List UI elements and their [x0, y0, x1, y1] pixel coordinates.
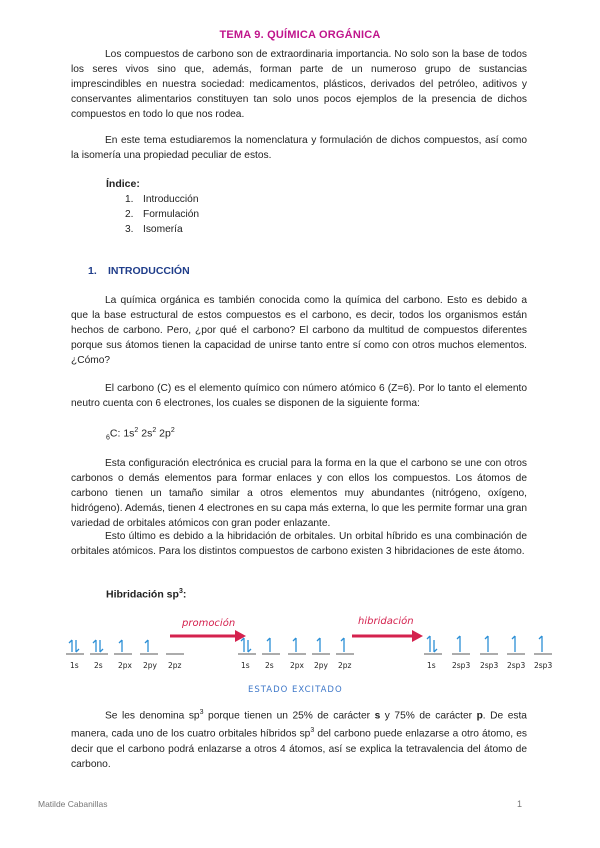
electron-pair-mark — [69, 640, 79, 652]
electron-mark — [145, 640, 148, 652]
electron-mark — [341, 638, 344, 652]
formula-sup: 2 — [152, 427, 157, 434]
hybridization-heading-sup: 3 — [178, 588, 183, 595]
formula-sup: 2 — [134, 427, 139, 434]
index-item — [125, 207, 199, 222]
promotion-label: promoción — [182, 618, 236, 629]
intro-paragraph-1 — [71, 47, 527, 122]
formula-sup: 2 — [170, 427, 175, 434]
section1-paragraph-4 — [71, 529, 527, 559]
page-title: TEMA 9. QUÍMICA ORGÁNICA — [219, 29, 381, 41]
index-list — [125, 192, 199, 237]
index-item — [125, 192, 199, 207]
orbital-label: 2sp3 — [452, 661, 471, 670]
p5-part: porque tienen un 25% de carácter — [203, 710, 375, 722]
formula-part: 2p — [156, 427, 171, 440]
hybridization-sp3-heading — [106, 588, 186, 601]
electron-mark — [457, 636, 460, 652]
orbital-label: 2pz — [338, 661, 352, 670]
formula-main: C: 1s — [109, 427, 135, 440]
section1-paragraph-2 — [71, 381, 527, 411]
electron-pair-mark — [241, 638, 251, 652]
ground-state-labels — [70, 661, 182, 670]
index-item-label: Formulación — [143, 209, 200, 220]
promotion-arrow — [170, 617, 246, 642]
orbital-label: 2py — [143, 661, 157, 670]
electron-pair-mark — [427, 636, 437, 652]
orbital-label: 2s — [265, 661, 274, 670]
p5-bold-p: p — [476, 710, 483, 722]
section1-paragraph-1-text: La química orgánica es también conocida como la química del carbono. Esto es debido a que la base estructural de estos compuestos es el carbono, es decir, todos los organismos están hechos de carbono. Pero, ¿por qué el carbono? El carbono da multitud de compuestos diferentes porque sus átomos tienen la capacidad de unirse tanto entre sí como con otros muchos elementos. ¿Cómo? — [71, 295, 527, 366]
electron-mark — [293, 638, 296, 652]
intro-paragraph-2-text: En este tema estudiaremos la nomenclatura y formulación de dichos compuestos, así como la isomería una propiedad peculiar de estos. — [71, 135, 527, 161]
orbital-label: 2px — [118, 661, 132, 670]
hybridization-heading-colon: : — [182, 588, 187, 601]
hybridization-label: hibridación — [358, 616, 414, 627]
section1-paragraph-2-text: El carbono (C) es el elemento químico con número atómico 6 (Z=6). Por lo tanto el elemento neutro cuenta con 6 electrones, los cuales se disponen de la siguiente forma: — [71, 383, 527, 409]
orbital-hybridization-diagram — [60, 612, 580, 700]
p5-part: del carbono puede enlazarse a otro átomo, es decir que el carbono podrá enlazarse a otros 4 átomos, así se explica la tetravalencia del átomo de carbono. — [71, 728, 527, 770]
section-heading-introduccion — [88, 265, 190, 277]
index-item — [125, 222, 199, 237]
section1-paragraph-1 — [71, 293, 527, 368]
electron-configuration-formula — [106, 427, 175, 442]
p5-sup: 3 — [199, 709, 204, 716]
index-item-number: 1. — [125, 194, 134, 205]
index-item-label: Introducción — [143, 194, 199, 205]
section1-paragraph-5 — [71, 705, 527, 772]
electron-mark — [539, 636, 542, 652]
hybrid-state-labels — [427, 661, 552, 670]
p5-sup: 3 — [310, 727, 315, 735]
orbital-label: 1s — [427, 661, 436, 670]
electron-mark — [267, 638, 270, 652]
p5-part: . De esta manera, cada uno de los cuatro orbitales híbridos sp — [71, 710, 527, 740]
index-item-number: 3. — [125, 224, 134, 235]
section-title: INTRODUCCIÓN — [108, 265, 190, 277]
p5-part: y 75% de carácter — [380, 710, 477, 722]
hybrid-state-orbitals — [424, 636, 552, 654]
orbital-label: 2px — [290, 661, 304, 670]
p5-bold-s: s — [374, 710, 381, 722]
index-item-label: Isomería — [143, 224, 183, 235]
excited-state-orbitals — [238, 638, 354, 654]
hybridization-arrow — [352, 615, 423, 642]
section1-paragraph-3 — [71, 456, 527, 531]
orbital-label: 2sp3 — [480, 661, 499, 670]
footer-author: Matilde Cabanillas — [38, 799, 108, 809]
intro-paragraph-1-text: Los compuestos de carbono son de extraordinaria importancia. No solo son la base de todos los seres vivos sino que, además, forman parte de un numeroso grupo de sustancias imprescindibles en nuestra sociedad: medicamentos, plásticos, derivados del petróleo, aditivos y conservantes alimentarios constituyen tan solo unos pocos ejemplos de la presencia de dichos compuestos en todo lo que nos rodea. — [71, 49, 527, 120]
orbital-label: 2sp3 — [507, 661, 526, 670]
electron-mark — [119, 640, 122, 652]
electron-mark — [485, 636, 488, 652]
index-item-number: 2. — [125, 209, 134, 220]
orbital-label: 1s — [70, 661, 79, 670]
electron-mark — [512, 636, 515, 652]
orbital-label: 2s — [94, 661, 103, 670]
excited-state-labels — [241, 661, 352, 670]
orbital-label: 2py — [314, 661, 328, 670]
orbital-label: 2sp3 — [534, 661, 553, 670]
index-heading: Índice: — [106, 178, 140, 190]
atomic-number-subscript: 6 — [106, 434, 110, 442]
section1-paragraph-3-text: Esta configuración electrónica es crucial para la forma en la que el carbono se une con otros carbonos o demás elementos para formar enlaces y con ellos los compuestos. Los átomos de carbono tienen un tamaño similar a otros elementos muy abundantes (nitrógeno, oxígeno, hidrógeno). Además, tienen 4 electrones en su capa más externa, lo que les permite formar una gran variedad de orbitales atómicos con gran poder enlazante. — [71, 458, 527, 529]
intro-paragraph-2 — [71, 133, 527, 163]
orbital-label: 2pz — [168, 661, 182, 670]
orbital-label: 1s — [241, 661, 250, 670]
hybridization-heading-text: Hibridación sp — [106, 588, 179, 601]
section-number: 1. — [88, 265, 97, 277]
p5-part: Se les denomina sp — [105, 710, 200, 722]
formula-part: 2s — [138, 427, 153, 440]
ground-state-orbitals — [66, 640, 184, 654]
electron-pair-mark — [93, 640, 103, 652]
electron-mark — [317, 638, 320, 652]
footer-page-number: 1 — [517, 799, 523, 809]
section1-paragraph-4-text: Esto último es debido a la hibridación de orbitales. Un orbital híbrido es una combinación de orbitales atómicos. Para los distintos compuestos de carbono existen 3 hibridaciones de este átomo. — [71, 531, 527, 557]
excited-state-caption: ESTADO EXCITADO — [248, 685, 343, 695]
